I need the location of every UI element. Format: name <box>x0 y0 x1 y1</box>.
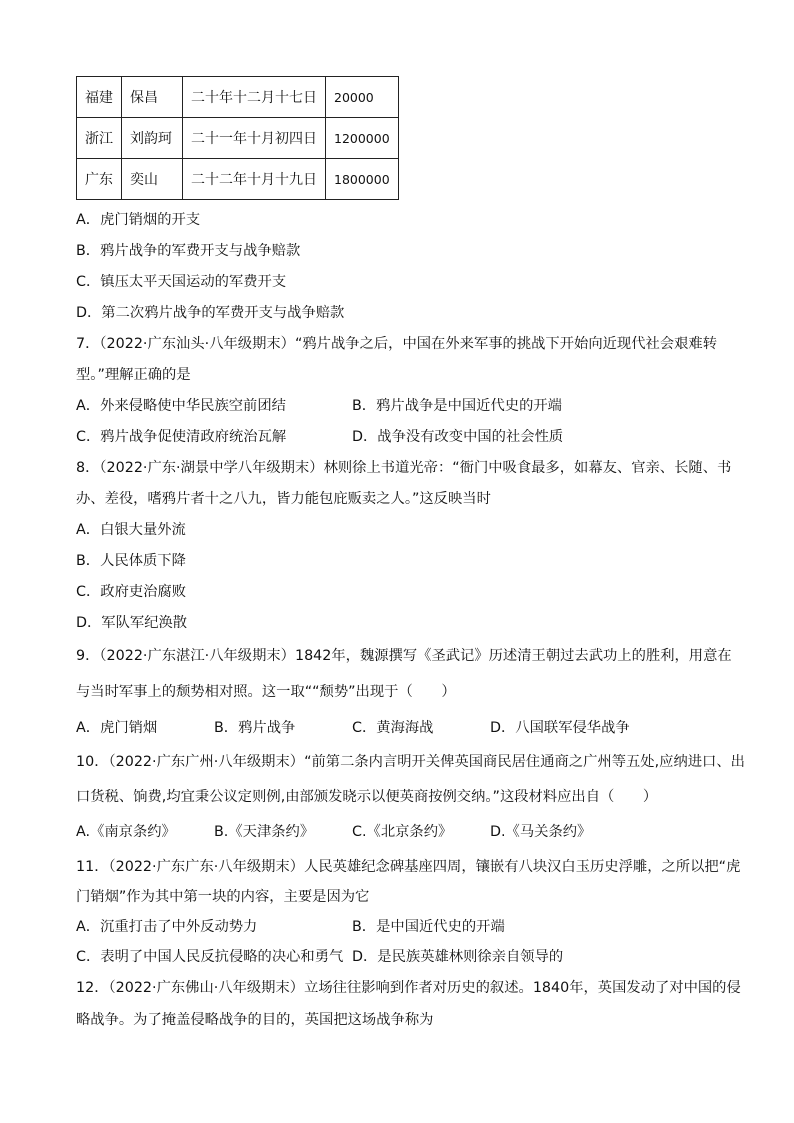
q10-stem-line-1: 10．（2022·广东广州·八年级期末）“前第二条内言明开关俾英国商民居住通商之广州等五处,应纳进口、出 <box>76 754 745 770</box>
q8-option-b: B．人民体质下降 <box>76 553 186 569</box>
q11-option-c: C．表明了中国人民反抗侵略的决心和勇气 <box>76 949 344 965</box>
q9-option-b: B．鸦片战争 <box>214 720 296 736</box>
q11-stem-line-1: 11．（2022·广东广东·八年级期末）人民英雄纪念碑基座四周，镶嵌有八块汉白玉历史浮雕，之所以把“虎 <box>76 859 741 875</box>
q9-option-c: C．黄海海战 <box>352 720 434 736</box>
q8-option-a: A．白银大量外流 <box>76 522 186 538</box>
q8-stem-line-1: 8．（2022·广东·湖景中学八年级期末）林则徐上书道光帝：“衙门中吸食最多，如幕友、官亲、长随、书 <box>76 460 732 476</box>
table-cell: 广东 <box>77 159 122 200</box>
q8-option-d: D．军队军纪涣散 <box>76 615 188 631</box>
q10-option-a: A.《南京条约》 <box>76 824 176 840</box>
q7-stem-line-2: 型。”理解正确的是 <box>76 367 191 383</box>
table-cell: 20000 <box>326 77 399 118</box>
q7-option-a: A．外来侵略使中华民族空前团结 <box>76 398 286 414</box>
q7-stem-line-1: 7．（2022·广东汕头·八年级期末）“鸦片战争之后，中国在外来军事的挑战下开始向近现代社会艰难转 <box>76 336 717 352</box>
q9-stem-line-2: 与当时军事上的颓势相对照。这一取““颓势”出现于（ ） <box>76 684 456 700</box>
q9-option-d: D．八国联军侵华战争 <box>490 720 630 736</box>
q12-stem-line-2: 略战争。为了掩盖侵略战争的目的，英国把这场战争称为 <box>76 1012 434 1028</box>
q11-option-a: A．沉重打击了中外反动势力 <box>76 919 258 935</box>
q10-stem-line-2: 口货税、饷费,均宜秉公议定则例,由部颁发晓示以便英商按例交纳。”这段材料应出自（ ） <box>76 789 658 805</box>
table-cell: 福建 <box>77 77 122 118</box>
q8-option-c: C．政府吏治腐败 <box>76 584 187 600</box>
q9-option-a: A．虎门销烟 <box>76 720 158 736</box>
table-cell: 刘韵珂 <box>122 118 183 159</box>
q11-option-b: B．是中国近代史的开端 <box>352 919 505 935</box>
q12-stem-line-1: 12．（2022·广东佛山·八年级期末）立场往往影响到作者对历史的叙述。1840年，英国发动了对中国的侵 <box>76 980 741 996</box>
table-cell: 奕山 <box>122 159 183 200</box>
q9-stem-line-1: 9．（2022·广东湛江·八年级期末）1842年，魏源撰写《圣武记》历述清王朝过去武功上的胜利，用意在 <box>76 648 732 664</box>
table-cell: 浙江 <box>77 118 122 159</box>
table-cell: 二十年十二月十七日 <box>183 77 326 118</box>
q6-option-d: D．第二次鸦片战争的军费开支与战争赔款 <box>76 305 345 321</box>
q7-option-b: B．鸦片战争是中国近代史的开端 <box>352 398 562 414</box>
table-cell: 1200000 <box>326 118 399 159</box>
data-table <box>76 76 399 200</box>
q6-option-c: C．镇压太平天国运动的军费开支 <box>76 274 287 290</box>
table-cell: 二十二年十月十九日 <box>183 159 326 200</box>
q8-stem-line-2: 办、差役，嗜鸦片者十之八九，皆力能包庇贩卖之人。”这反映当时 <box>76 491 491 507</box>
q10-option-b: B.《天津条约》 <box>214 824 315 840</box>
q11-option-d: D．是民族英雄林则徐亲自领导的 <box>352 949 564 965</box>
q11-stem-line-2: 门销烟”作为其中第一块的内容，主要是因为它 <box>76 889 370 905</box>
q7-option-c: C．鸦片战争促使清政府统治瓦解 <box>76 429 287 445</box>
table-row <box>77 159 399 200</box>
table-row <box>77 77 399 118</box>
q10-option-d: D.《马关条约》 <box>490 824 592 840</box>
q10-option-c: C.《北京条约》 <box>352 824 453 840</box>
table-cell: 二十一年十月初四日 <box>183 118 326 159</box>
table-cell: 保昌 <box>122 77 183 118</box>
q7-option-d: D．战争没有改变中国的社会性质 <box>352 429 564 445</box>
q6-option-b: B．鸦片战争的军费开支与战争赔款 <box>76 243 301 259</box>
table-cell: 1800000 <box>326 159 399 200</box>
table-row <box>77 118 399 159</box>
q6-option-a: A．虎门销烟的开支 <box>76 212 201 228</box>
